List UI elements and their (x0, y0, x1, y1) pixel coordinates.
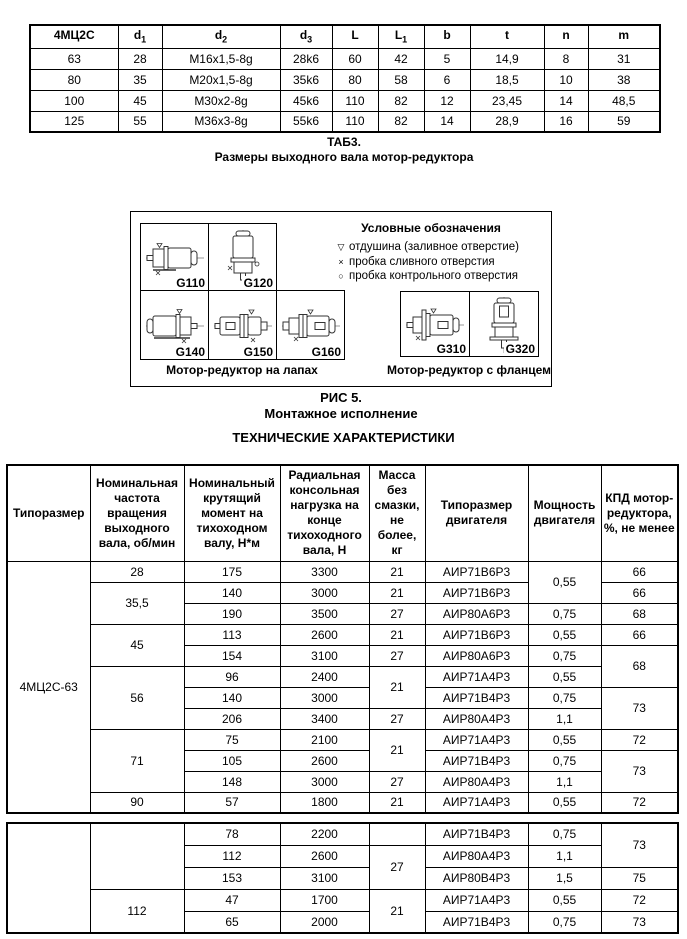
dims-cell: 80 (332, 69, 378, 90)
dims-caption-line1: ТАБ3. (327, 135, 361, 149)
motor-drawing-g310 (406, 305, 464, 345)
dims-cell: 59 (588, 111, 660, 132)
tech-header-radial-load: Радиальная консольная нагрузка на конце тихоходного вала, Н (280, 465, 369, 561)
tech-cell-typorazmer: 4МЦ2С-63 (7, 561, 90, 813)
tech2-cell: 1,5 (528, 867, 601, 889)
dims-cell: 55 (118, 111, 162, 132)
tech-cell: 140 (184, 687, 280, 708)
tech-cell: 140 (184, 582, 280, 603)
tech-cell: 154 (184, 645, 280, 666)
dims-cell: 35k6 (280, 69, 332, 90)
dims-row (30, 48, 660, 69)
dims-cell: 45 (118, 90, 162, 111)
tech2-cell: 73 (601, 823, 678, 867)
tech-cell: 0,55 (528, 666, 601, 687)
figure-cell-g160 (277, 291, 345, 360)
dims-header: 4МЦ2С (30, 25, 118, 48)
tech-cell: АИР80А4Р3 (425, 771, 528, 792)
tech-cell: 27 (369, 771, 425, 792)
dims-row (30, 111, 660, 132)
dims-header: L (332, 25, 378, 48)
tech-cell: АИР71А4Р3 (425, 792, 528, 813)
tech-row (7, 561, 678, 582)
dims-cell: 14 (424, 111, 470, 132)
tech2-cell: 47 (184, 889, 280, 911)
dims-cell: 35 (118, 69, 162, 90)
dims-cell: 8 (544, 48, 588, 69)
tech2-row (7, 823, 678, 845)
tech-cell: 0,55 (528, 792, 601, 813)
tech-cell: 3100 (280, 645, 369, 666)
legend-item-label: пробка сливного отверстия (349, 255, 495, 268)
dims-header: $d_2$ (162, 25, 280, 48)
vent-symbol-icon: ▽ (337, 242, 345, 252)
flange-mount-grid (400, 291, 539, 357)
tech-section-title: ТЕХНИЧЕСКИЕ ХАРАКТЕРИСТИКИ (232, 430, 455, 445)
dims-cell: 45k6 (280, 90, 332, 111)
tech-cell: АИР71В6Р3 (425, 582, 528, 603)
legend-item (333, 269, 519, 284)
tech-cell: 206 (184, 708, 280, 729)
figure-cell-label: G110 (176, 276, 205, 290)
dims-header-row (30, 25, 660, 48)
tech-header-row (7, 465, 678, 561)
tech2-cell: 112 (184, 845, 280, 867)
dims-caption-line2: Размеры выходного вала мотор-редуктора (214, 150, 474, 164)
tech-header-speed: Номинальная частота вращения выходного вала, об/мин (90, 465, 184, 561)
tech2-cell: 2600 (280, 845, 369, 867)
dims-header: t (470, 25, 544, 48)
dims-table-caption (29, 135, 659, 165)
tech-cell: 21 (369, 792, 425, 813)
tech2-cell: АИР71В4Р3 (425, 911, 528, 933)
tech-cell: 0,55 (528, 624, 601, 645)
figure-caption-line1: РИС 5. (320, 390, 362, 405)
mounting-figure (130, 211, 552, 387)
dims-cell: 14,9 (470, 48, 544, 69)
figure-row (141, 291, 345, 360)
tech-cell: 3400 (280, 708, 369, 729)
dims-header: $L_1$ (378, 25, 424, 48)
tech2-cell: 2200 (280, 823, 369, 845)
tech-cell: 66 (601, 561, 678, 582)
tech2-cell: АИР71В4Р3 (425, 823, 528, 845)
figure-cell-label: G320 (505, 342, 535, 356)
tech-cell: 0,55 (528, 729, 601, 750)
tech2-cell: 73 (601, 911, 678, 933)
tech-cell: 3500 (280, 603, 369, 624)
motor-drawing-g150 (214, 306, 272, 346)
tech-cell: 0,75 (528, 645, 601, 666)
tech-cell: АИР80А6Р3 (425, 603, 528, 624)
tech-characteristics-table-continued (6, 822, 679, 934)
tech-cell: 21 (369, 729, 425, 771)
tech-cell: 105 (184, 750, 280, 771)
tech-cell: 1,1 (528, 771, 601, 792)
dims-cell: 28k6 (280, 48, 332, 69)
tech-row (7, 792, 678, 813)
tech-cell: 57 (184, 792, 280, 813)
dims-cell: 23,45 (470, 90, 544, 111)
tech-row (7, 666, 678, 687)
legend-item (333, 240, 519, 255)
figure-cell-g110 (141, 224, 209, 291)
tech2-cell: 0,75 (528, 823, 601, 845)
dims-cell: 5 (424, 48, 470, 69)
tech-cell: 3000 (280, 771, 369, 792)
tech-cell: 45 (90, 624, 184, 666)
foot-mount-grid (140, 223, 345, 360)
dims-cell: 31 (588, 48, 660, 69)
tech-header-mass: Масса без смазки, не более, кг (369, 465, 425, 561)
dims-header: m (588, 25, 660, 48)
dims-row (30, 90, 660, 111)
tech-cell: 2600 (280, 624, 369, 645)
tech-header-power: Мощность двигателя (528, 465, 601, 561)
legend-item-label: пробка контрольного отверстия (349, 270, 519, 282)
tech2-cell: 65 (184, 911, 280, 933)
dims-cell: 16 (544, 111, 588, 132)
tech2-cell: АИР71А4Р3 (425, 889, 528, 911)
figure-cell-g150 (209, 291, 277, 360)
tech2-cell: 1700 (280, 889, 369, 911)
tech-cell: 27 (369, 645, 425, 666)
tech-cell: 0,55 (528, 561, 601, 603)
dims-cell: M16x1,5-8g (162, 48, 280, 69)
figure-cell-label: G150 (243, 345, 273, 359)
dims-header: $d_3$ (280, 25, 332, 48)
dims-cell: M30x2-8g (162, 90, 280, 111)
tech-cell: 73 (601, 750, 678, 792)
legend-item (333, 255, 519, 270)
tech-header-efficiency: КПД мотор-редуктора, %, не менее (601, 465, 678, 561)
tech-cell: 21 (369, 666, 425, 708)
figure-cell-label: G160 (311, 345, 341, 359)
tech-cell: 0,75 (528, 750, 601, 771)
tech-cell: АИР71В6Р3 (425, 561, 528, 582)
tech-cell: 175 (184, 561, 280, 582)
tech-cell: АИР71В4Р3 (425, 687, 528, 708)
tech-cell: 113 (184, 624, 280, 645)
dims-cell: 82 (378, 90, 424, 111)
tech-cell: 2100 (280, 729, 369, 750)
tech-cell: 68 (601, 645, 678, 687)
tech-cell: 35,5 (90, 582, 184, 624)
figure-cell-g320 (470, 292, 539, 357)
dims-cell: 10 (544, 69, 588, 90)
tech-cell: 66 (601, 624, 678, 645)
tech-header-motor-type: Типоразмер двигателя (425, 465, 528, 561)
dims-cell: 63 (30, 48, 118, 69)
tech-header-typorazmer: Типоразмер (7, 465, 90, 561)
legend-item-label: отдушина (заливное отверстие) (349, 241, 520, 253)
tech-cell: 21 (369, 561, 425, 582)
dims-cell: 110 (332, 90, 378, 111)
tech2-cell: 3100 (280, 867, 369, 889)
tech-cell: 148 (184, 771, 280, 792)
dims-cell: 6 (424, 69, 470, 90)
drain-plug-symbol-icon: × (338, 256, 344, 267)
tech-cell: АИР71В4Р3 (425, 750, 528, 771)
tech2-cell: АИР80А4Р3 (425, 845, 528, 867)
dims-row (30, 69, 660, 90)
dims-cell: 12 (424, 90, 470, 111)
control-plug-symbol-icon: ○ (338, 271, 344, 281)
figure-row (141, 224, 345, 291)
figure-caption (130, 390, 552, 422)
tech-cell: 3300 (280, 561, 369, 582)
legend-list (333, 240, 519, 284)
tech2-cell: 0,55 (528, 889, 601, 911)
dims-cell: M20x1,5-8g (162, 69, 280, 90)
figure-caption-line2: Монтажное исполнение (264, 406, 418, 421)
tech2-cell: 112 (90, 889, 184, 933)
dims-cell: 14 (544, 90, 588, 111)
tech2-cell: АИР80В4Р3 (425, 867, 528, 889)
tech-cell: АИР71А4Р3 (425, 729, 528, 750)
tech2-cell: 2000 (280, 911, 369, 933)
dims-cell: 100 (30, 90, 118, 111)
figure-cell-label: G120 (243, 276, 273, 290)
dims-cell: 60 (332, 48, 378, 69)
tech-cell: 21 (369, 624, 425, 645)
tech2-cell: 72 (601, 889, 678, 911)
dims-cell: 38 (588, 69, 660, 90)
tech-cell: 21 (369, 582, 425, 603)
tech2-cell: 0,75 (528, 911, 601, 933)
dims-cell: 125 (30, 111, 118, 132)
figure-row (401, 292, 539, 357)
tech-cell: 72 (601, 729, 678, 750)
tech-cell: АИР80А4Р3 (425, 708, 528, 729)
dims-header: $d_1$ (118, 25, 162, 48)
dims-cell: 28,9 (470, 111, 544, 132)
tech2-cell-empty (90, 823, 184, 889)
tech-row (7, 624, 678, 645)
dims-cell: M36x3-8g (162, 111, 280, 132)
tech-cell: 73 (601, 687, 678, 729)
tech2-cell: 1,1 (528, 845, 601, 867)
tech-cell: 3000 (280, 582, 369, 603)
dims-cell: 82 (378, 111, 424, 132)
tech-row (7, 729, 678, 750)
legend-title: Условные обозначения (361, 221, 501, 235)
tech-characteristics-table (6, 464, 679, 814)
tech-cell: 68 (601, 603, 678, 624)
tech-cell: 90 (90, 792, 184, 813)
dims-header: b (424, 25, 470, 48)
tech-cell: 28 (90, 561, 184, 582)
tech-cell: 66 (601, 582, 678, 603)
shaft-dimensions-table (29, 24, 661, 133)
figure-cell-label: G310 (436, 342, 466, 356)
tech-cell: АИР71В6Р3 (425, 624, 528, 645)
tech-cell: 0,75 (528, 687, 601, 708)
tech-cell: 0,75 (528, 603, 601, 624)
tech2-cell-empty (7, 823, 90, 933)
tech2-cell: 75 (601, 867, 678, 889)
motor-drawing-g140 (146, 306, 204, 346)
dims-cell: 58 (378, 69, 424, 90)
motor-drawing-g110 (146, 238, 204, 278)
tech-cell: 27 (369, 603, 425, 624)
motor-drawing-g160 (282, 306, 340, 346)
figure-cell-g120 (209, 224, 277, 291)
tech-cell: 96 (184, 666, 280, 687)
tech-cell: 27 (369, 708, 425, 729)
tech-cell: 75 (184, 729, 280, 750)
tech-cell: 2400 (280, 666, 369, 687)
tech2-cell: 153 (184, 867, 280, 889)
dims-cell: 55k6 (280, 111, 332, 132)
dims-cell: 42 (378, 48, 424, 69)
flange-mount-caption: Мотор-редуктор с фланцем (386, 363, 552, 377)
tech-cell: 72 (601, 792, 678, 813)
tech-cell: АИР80А6Р3 (425, 645, 528, 666)
tech2-cell: 21 (369, 889, 425, 933)
dims-header: n (544, 25, 588, 48)
tech-cell: 71 (90, 729, 184, 792)
tech-cell: 190 (184, 603, 280, 624)
tech-cell: 1800 (280, 792, 369, 813)
figure-cell-g310 (401, 292, 470, 357)
dims-cell: 28 (118, 48, 162, 69)
foot-mount-caption: Мотор-редуктор на лапах (166, 363, 318, 377)
tech-cell: 56 (90, 666, 184, 729)
tech2-cell: 27 (369, 845, 425, 889)
dims-cell: 48,5 (588, 90, 660, 111)
figure-cell-g140 (141, 291, 209, 360)
dims-cell: 18,5 (470, 69, 544, 90)
tech-cell: АИР71А4Р3 (425, 666, 528, 687)
tech-cell: 3000 (280, 687, 369, 708)
tech-cell: 2600 (280, 750, 369, 771)
dims-cell: 80 (30, 69, 118, 90)
tech2-row (7, 889, 678, 911)
dims-cell: 110 (332, 111, 378, 132)
tech2-cell-empty (369, 823, 425, 845)
tech2-cell: 78 (184, 823, 280, 845)
tech-header-torque: Номинальный крутящий момент на тихоходном валу, Н*м (184, 465, 280, 561)
tech-cell: 1,1 (528, 708, 601, 729)
figure-cell-label: G140 (175, 345, 205, 359)
